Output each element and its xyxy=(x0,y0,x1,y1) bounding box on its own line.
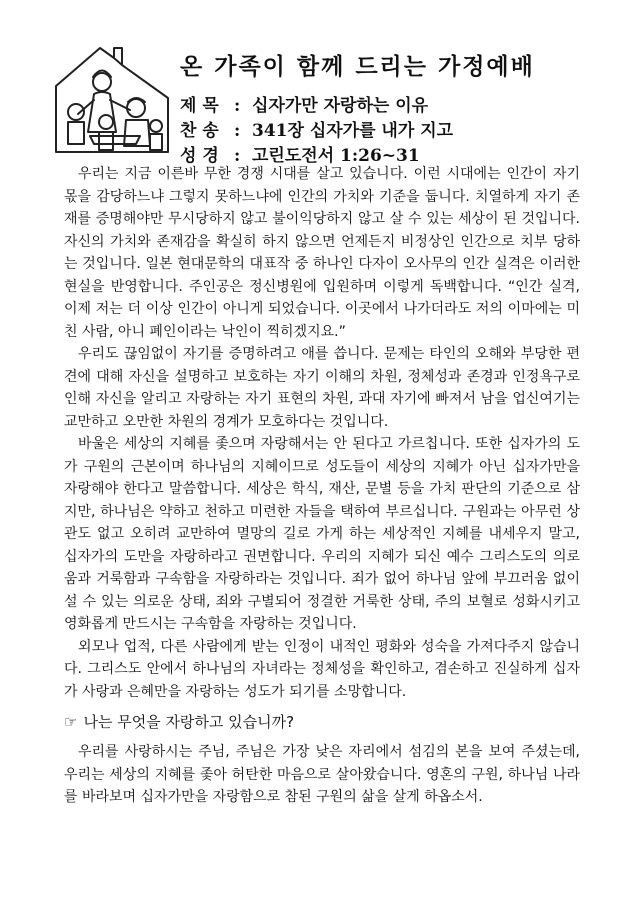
pointing-hand-icon: ☞ xyxy=(64,713,78,731)
service-info xyxy=(180,94,620,169)
paragraph: 우리도 끊임없이 자기를 증명하려고 애를 씁니다. 문제는 타인의 오해와 부당한 편견에 대해 자신을 설명하고 보호하는 자기 이해의 차원, 정체성과 존경과 인정욕구로 인해 자신을 알리고 자랑하는 자기 표현의 차원, 과대 자기에 빠져서 남을 업신여기는 교만하고 오만한 차원의 경계가 모호하다는 것입니다. xyxy=(64,346,580,430)
hymn-label: 찬 송 xyxy=(180,121,219,141)
hymn-value: 341장 십자가를 내가 지고 xyxy=(252,121,454,141)
paragraph: 외모나 업적, 다른 사람에게 받는 인정이 내적인 평화와 성숙을 가져다주지 않습니다. 그리스도 안에서 하나님의 자녀라는 정체성을 확인하고, 겸손하고 진실하게 십자가 사랑과 은혜만을 자랑하는 성도가 되기를 소망합니다. xyxy=(64,638,580,700)
sermon-body xyxy=(64,163,580,809)
colon: : xyxy=(234,96,241,116)
topic-label: 제 목 xyxy=(180,96,219,116)
hymn-row xyxy=(180,119,620,144)
colon: : xyxy=(234,121,241,141)
scripture-label: 성 경 xyxy=(180,146,219,166)
paragraph: 우리는 지금 이른바 무한 경쟁 시대를 살고 있습니다. 이런 시대에는 인간이 자기 몫을 감당하느냐 그렇지 못하느냐에 인간의 가치와 기준을 둡니다. 치열하게 자기 존재를 증명해야만 무시당하지 않고 불이익당하지 않고 살 수 있는 세상이 된 것입니다. 자신의 가치와 존재감을 확실히 하지 않으면 언제든지 비정상인 인간으로 치부 당하는 것입니다. 일본 현대문학의 대표작 중 하나인 다자이 오사무의 인간 실격은 이러한 현실을 반영합니다. 주인공은 정신병원에 입원하며 이렇게 독백합니다. “인간 실격, 이제 저는 더 이상 인간이 아니게 되었습니다. 이곳에서 나가더라도 저의 이마에는 미친 사람, 아니 폐인이라는 낙인이 찍히겠지요.” xyxy=(64,166,580,340)
question-text: 나는 무엇을 자랑하고 있습니까? xyxy=(83,713,295,731)
page-title: 온 가족이 함께 드리는 가정예배 xyxy=(180,53,535,80)
colon: : xyxy=(234,146,241,166)
reflection-question xyxy=(64,711,580,733)
family-worship-house-icon xyxy=(50,40,178,158)
topic-row xyxy=(180,94,620,119)
topic-value: 십자가만 자랑하는 이유 xyxy=(252,96,429,116)
paragraph: 바울은 세상의 지혜를 좇으며 자랑해서는 안 된다고 가르칩니다. 또한 십자가의 도가 구원의 근본이며 하나님의 지혜이므로 성도들이 세상의 지혜가 아닌 십자가만을 자랑해야 한다고 말씀합니다. 세상은 학식, 재산, 문별 등을 가치 판단의 기준으로 삼지만, 하나님은 약하고 천하고 미련한 자들을 택하여 부르십니다. 구원과는 아무런 상관도 없고 오히려 교만하여 멸망의 길로 가게 하는 세상적인 지혜를 내세우지 말고, 십자가의 도만을 자랑하라고 권면합니다. 우리의 지혜가 되신 예수 그리스도의 의로움과 거룩함과 구속함을 자랑하라는 것입니다. 죄가 없어 하나님 앞에 부끄러움 없이 설 수 있는 의로운 상태, 죄와 구별되어 정결한 거룩한 상태, 주의 보혈로 성화시키고 영화롭게 만드시는 구속함을 자랑하는 것입니다. xyxy=(64,436,580,632)
prayer: 우리를 사랑하시는 주님, 주님은 가장 낮은 자리에서 섬김의 본을 보여 주셨는데, 우리는 세상의 지혜를 좇아 허탄한 마음으로 살아왔습니다. 영혼의 구원, 하나님 나라를 바라보며 십자가만을 자랑함으로 참된 구원의 삶을 살게 하옵소서. xyxy=(64,744,580,805)
scripture-value: 고린도전서 1:26~31 xyxy=(252,146,420,166)
